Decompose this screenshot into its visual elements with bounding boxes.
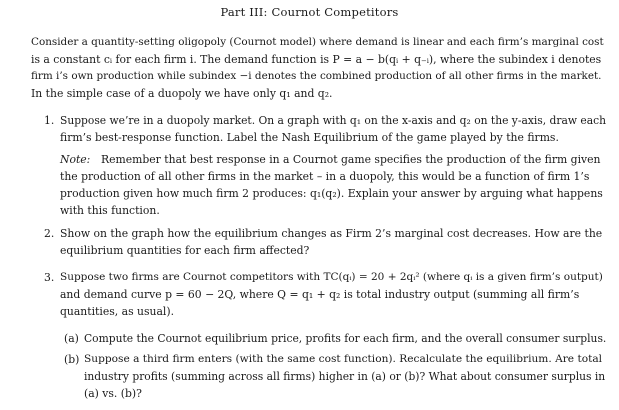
question-1-number: 1. [44, 114, 55, 127]
note-line: Remember that best response in a Cournot game specifies the production of the firm given [101, 153, 601, 166]
part-a-label: (a) [64, 332, 79, 345]
intro-line: In the simple case of a duopoly we have only q₁ and q₂. [31, 87, 333, 100]
note-label: Note: [60, 153, 91, 166]
section-title [0, 5, 619, 19]
part-b-line: Suppose a third firm enters (with the same cost function). Recalculate the equilibrium. Are total [84, 353, 603, 365]
question-3-number: 3. [44, 271, 55, 284]
note-line: with this function. [60, 204, 160, 217]
question-3-line: and demand curve p = 60 − 2Q, where Q = q₁ + q₂ is total industry output (summing all firm’s [60, 288, 580, 301]
note-line: production given how much firm 2 produces: q₁(q₂). Explain your answer by arguing what happens [60, 187, 603, 200]
part-a-line: Compute the Cournot equilibrium price, profits for each firm, and the overall consumer surplus. [84, 332, 607, 345]
note-line: the production of all other firms in the market – in a duopoly, this would be a function of firm 1’s [60, 170, 590, 183]
section-title-text: Part III: Cournot Competitors [220, 5, 399, 19]
part-b-label: (b) [64, 353, 80, 366]
question-3-line: quantities, as usual). [60, 305, 175, 318]
question-3-line: Suppose two firms are Cournot competitors with TC(qᵢ) = 20 + 2qᵢ² (where qᵢ is a given firm’s output) [60, 271, 603, 283]
question-2-line: Show on the graph how the equilibrium changes as Firm 2’s marginal cost decreases. How are the [60, 227, 603, 240]
question-1-line: firm’s best-response function. Label the Nash Equilibrium of the game played by the firms. [60, 131, 559, 144]
part-b-line: industry profits (summing across all firms) higher in (a) or (b)? What about consumer surplus in [84, 370, 606, 383]
intro-line: firm i’s own production while subindex −i denotes the combined production of all other firms in the market. [31, 70, 602, 82]
part-b-line: (a) vs. (b)? [84, 387, 142, 400]
intro-line: Consider a quantity-setting oligopoly (Cournot model) where demand is linear and each firm’s marginal cost [31, 36, 604, 48]
intro-line: is a constant cᵢ for each firm i. The demand function is P = a − b(qᵢ + q₋ᵢ), where the subindex i denotes [31, 53, 602, 66]
question-1-line: Suppose we’re in a duopoly market. On a graph with q₁ on the x-axis and q₂ on the y-axis, draw each [60, 114, 606, 127]
question-2-number: 2. [44, 227, 55, 240]
question-2-line: equilibrium quantities for each firm affected? [60, 244, 310, 257]
